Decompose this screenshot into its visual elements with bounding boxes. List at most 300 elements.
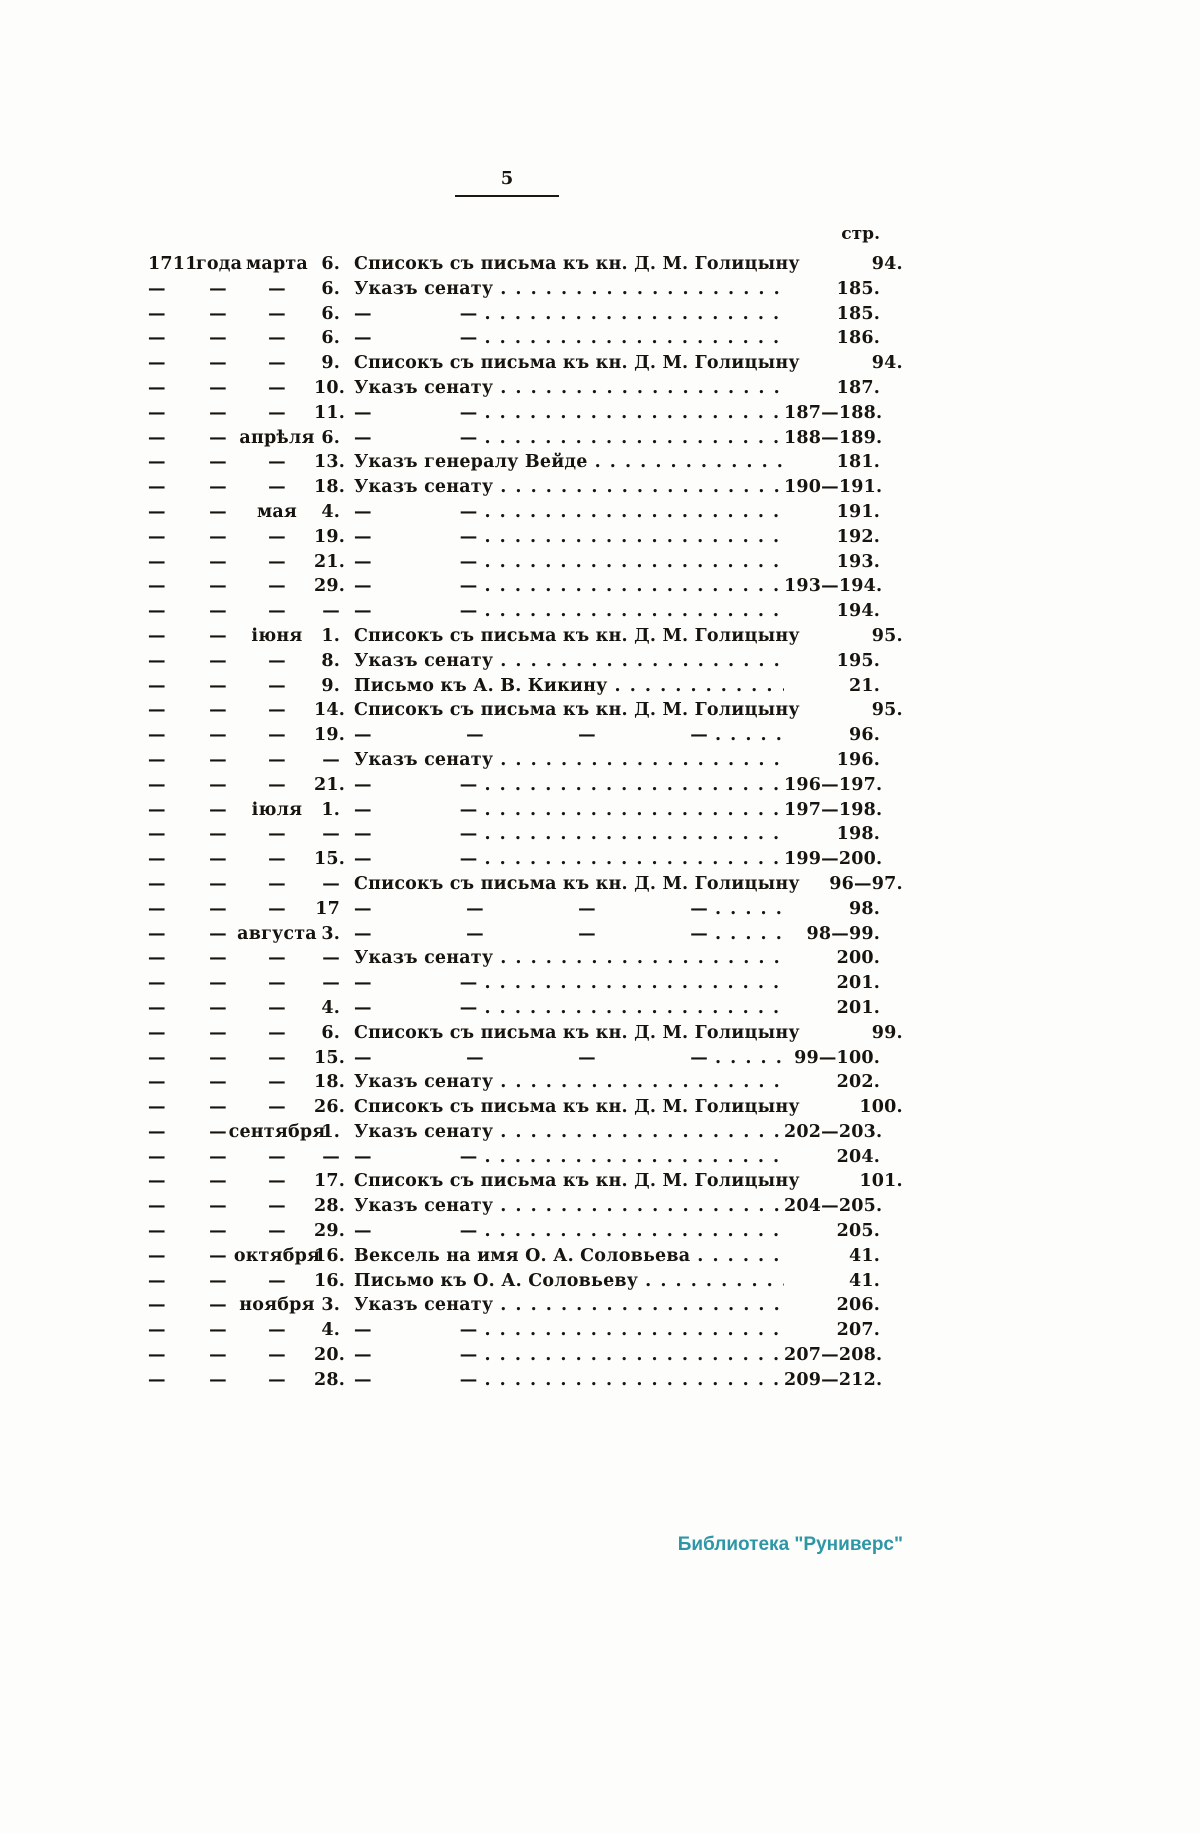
year-cell: — [148, 650, 166, 671]
goda-cell: — [209, 1270, 227, 1291]
page-ref: 101. [859, 1171, 903, 1192]
day-cell: 26. [314, 1097, 346, 1118]
goda-cell: — [209, 1295, 227, 1316]
toc-row [148, 698, 903, 723]
dot-leader [493, 649, 784, 674]
goda-cell: — [209, 725, 227, 746]
goda-cell: — [209, 353, 227, 374]
year-cell: — [148, 849, 166, 870]
dot-leader [800, 1095, 807, 1120]
day-cell: 1. [321, 625, 340, 646]
month-cell: — [268, 452, 286, 473]
year-cell: — [148, 873, 166, 894]
day-cell: 6. [321, 427, 340, 448]
page-ref: 192. [836, 526, 880, 547]
entry-title: Списокъ съ письма къ кн. Д. М. Голицыну [354, 1171, 800, 1192]
day-cell: 21. [314, 551, 346, 572]
year-cell: — [148, 1121, 166, 1142]
toc-row [148, 1169, 903, 1194]
month-cell: ноября [239, 1295, 315, 1316]
year-cell: — [148, 1047, 166, 1068]
dot-leader [493, 946, 784, 971]
goda-cell: — [209, 675, 227, 696]
month-cell: — [268, 377, 286, 398]
day-cell: — [322, 948, 340, 969]
year-cell: — [148, 700, 166, 721]
toc-row [148, 773, 883, 798]
goda-cell: — [209, 1196, 227, 1217]
goda-cell: — [209, 824, 227, 845]
day-cell: 6. [321, 303, 340, 324]
month-cell: — [268, 973, 286, 994]
goda-cell: — [209, 1072, 227, 1093]
dot-leader [690, 1244, 784, 1269]
toc-row [148, 376, 880, 401]
dot-leader [478, 1318, 785, 1343]
month-cell: — [268, 278, 286, 299]
year-cell: — [148, 1245, 166, 1266]
entry-title: Указъ сенату [354, 749, 494, 770]
goda-cell: — [209, 1221, 227, 1242]
day-cell: 16. [314, 1270, 346, 1291]
page-ref: 41. [848, 1270, 880, 1291]
day-cell: 11. [314, 402, 346, 423]
page-ref: 204. [836, 1146, 880, 1167]
toc-row [148, 1095, 903, 1120]
year-cell: — [148, 948, 166, 969]
entry-title: — — [354, 849, 478, 870]
dot-leader [478, 822, 785, 847]
goda-cell: — [209, 700, 227, 721]
page-ref: 96—97. [829, 873, 903, 894]
page-ref: 194. [836, 601, 880, 622]
goda-cell: — [209, 601, 227, 622]
month-cell: — [268, 1047, 286, 1068]
day-cell: 4. [321, 501, 340, 522]
page-ref: 186. [836, 328, 880, 349]
toc-row [148, 1343, 883, 1368]
day-cell: 18. [314, 477, 346, 498]
toc-row [148, 723, 880, 748]
dot-leader [800, 698, 807, 723]
page-ref: 95. [871, 625, 903, 646]
page-number: 5 [455, 168, 559, 197]
year-cell: — [148, 452, 166, 473]
toc-row [148, 1194, 883, 1219]
page-ref: 197—198. [784, 799, 883, 820]
toc-row [148, 798, 883, 823]
month-cell: сентября [228, 1121, 326, 1142]
day-cell: 20. [314, 1345, 346, 1366]
page-ref: 205. [836, 1221, 880, 1242]
goda-cell: — [209, 477, 227, 498]
day-cell: 8. [321, 650, 340, 671]
entry-title: — — — — [354, 725, 708, 746]
month-cell: — [268, 675, 286, 696]
day-cell: — [322, 601, 340, 622]
dot-leader [478, 525, 785, 550]
page-ref: 198. [836, 824, 880, 845]
str-column-header: стр. [841, 224, 880, 244]
goda-cell: — [209, 1022, 227, 1043]
month-cell: октября [233, 1245, 321, 1266]
page-ref: 202. [836, 1072, 880, 1093]
goda-cell: — [209, 1146, 227, 1167]
toc-row [148, 351, 903, 376]
day-cell: 16. [314, 1245, 346, 1266]
day-cell: 29. [314, 1221, 346, 1242]
year-cell: — [148, 551, 166, 572]
day-cell: 3. [321, 923, 340, 944]
day-cell: 17. [314, 1171, 346, 1192]
day-cell: 29. [314, 576, 346, 597]
entry-title: Списокъ съ письма къ кн. Д. М. Голицыну [354, 625, 800, 646]
page-ref: 209—212. [784, 1369, 883, 1390]
goda-cell: — [209, 402, 227, 423]
page-ref: 98. [848, 898, 880, 919]
month-cell: марта [246, 254, 308, 274]
entry-title: — — [354, 427, 478, 448]
entry-title: — — [354, 1369, 478, 1390]
page-ref: 95. [871, 700, 903, 721]
entry-title: Письмо къ О. А. Соловьеву [354, 1270, 639, 1291]
page-ref: 201. [836, 973, 880, 994]
entry-title: Вексель на имя О. А. Соловьева [354, 1245, 691, 1266]
dot-leader [493, 748, 784, 773]
toc-row [148, 1244, 880, 1269]
year-cell: — [148, 477, 166, 498]
day-cell: — [322, 1146, 340, 1167]
page-ref: 185. [836, 278, 880, 299]
toc-row [148, 946, 880, 971]
day-cell: 15. [314, 849, 346, 870]
entry-title: Указъ сенату [354, 948, 494, 969]
entry-title: Указъ сенату [354, 377, 494, 398]
day-cell: 6. [321, 254, 340, 274]
dot-leader [708, 897, 784, 922]
year-cell: — [148, 402, 166, 423]
year-cell: — [148, 1196, 166, 1217]
year-cell: — [148, 1369, 166, 1390]
day-cell: 6. [321, 1022, 340, 1043]
month-cell: — [268, 824, 286, 845]
day-cell: 18. [314, 1072, 346, 1093]
year-cell: — [148, 725, 166, 746]
page-ref: 100. [859, 1097, 903, 1118]
month-cell: — [268, 849, 286, 870]
page-ref: 191. [836, 501, 880, 522]
page-ref: 94. [871, 254, 903, 274]
page-ref: 200. [836, 948, 880, 969]
toc-row [148, 401, 883, 426]
goda-cell: — [209, 1097, 227, 1118]
month-cell: — [268, 1270, 286, 1291]
goda-cell: — [209, 1047, 227, 1068]
page-ref: 99. [871, 1022, 903, 1043]
month-cell: — [268, 1320, 286, 1341]
day-cell: 4. [321, 997, 340, 1018]
toc-row [148, 550, 880, 575]
year-cell: — [148, 1270, 166, 1291]
runiverse-watermark: Библиотека "Руниверс" [677, 1534, 903, 1555]
month-cell: — [268, 1221, 286, 1242]
dot-leader [478, 847, 785, 872]
toc-row [148, 748, 880, 773]
entry-title: — — [354, 551, 478, 572]
toc-row [148, 277, 880, 302]
entry-title: — — [354, 774, 478, 795]
year-cell: — [148, 923, 166, 944]
day-cell: 13. [314, 452, 346, 473]
year-cell: — [148, 625, 166, 646]
dot-leader [478, 798, 785, 823]
goda-cell: — [209, 774, 227, 795]
dot-leader [493, 1194, 784, 1219]
month-cell: — [268, 898, 286, 919]
entry-title: Указъ сенату [354, 1072, 494, 1093]
entry-title: Списокъ съ письма къ кн. Д. М. Голицыну [354, 873, 800, 894]
toc-row [148, 674, 880, 699]
dot-leader [708, 1046, 784, 1071]
entry-title: — — [354, 501, 478, 522]
year-cell: — [148, 576, 166, 597]
toc-row [148, 525, 880, 550]
goda-cell: — [209, 452, 227, 473]
entry-title: — — [354, 824, 478, 845]
page-ref: 206. [836, 1295, 880, 1316]
entry-title: Списокъ съ письма къ кн. Д. М. Голицыну [354, 254, 800, 274]
goda-cell: — [209, 973, 227, 994]
day-cell: 14. [314, 700, 346, 721]
entry-title: — — [354, 402, 478, 423]
entry-title: Списокъ съ письма къ кн. Д. М. Голицыну [354, 1022, 800, 1043]
entry-title: — — [354, 303, 478, 324]
goda-cell: — [209, 1320, 227, 1341]
month-cell: іюля [251, 799, 303, 820]
toc-row [148, 450, 880, 475]
entry-title: Списокъ съ письма къ кн. Д. М. Голицыну [354, 700, 800, 721]
dot-leader [478, 996, 785, 1021]
month-cell: — [268, 328, 286, 349]
entry-title: Указъ сенату [354, 650, 494, 671]
dot-leader [493, 1293, 784, 1318]
goda-cell: — [209, 377, 227, 398]
year-cell: — [148, 526, 166, 547]
entry-title: Письмо къ А. В. Кикину [354, 675, 608, 696]
toc-row [148, 1269, 880, 1294]
entry-title: — — [354, 328, 478, 349]
goda-cell: — [209, 749, 227, 770]
dot-leader [493, 277, 784, 302]
day-cell: 19. [314, 526, 346, 547]
toc-row [148, 500, 880, 525]
year-cell: — [148, 353, 166, 374]
toc-table [148, 252, 903, 1393]
month-cell: мая [256, 501, 298, 522]
month-cell: — [268, 477, 286, 498]
entry-title: — — [354, 799, 478, 820]
entry-title: — — [354, 973, 478, 994]
month-cell: — [268, 873, 286, 894]
year-cell: — [148, 377, 166, 398]
year-cell: — [148, 973, 166, 994]
dot-leader [493, 1070, 784, 1095]
month-cell: — [268, 526, 286, 547]
year-cell: — [148, 824, 166, 845]
day-cell: 17 [315, 898, 340, 919]
year-cell: — [148, 1171, 166, 1192]
dot-leader [638, 1269, 784, 1294]
dot-leader [478, 426, 785, 451]
goda-cell: — [209, 923, 227, 944]
page-ref: 202—203. [784, 1121, 883, 1142]
goda-cell: — [209, 948, 227, 969]
month-cell: — [268, 997, 286, 1018]
month-cell: — [268, 1097, 286, 1118]
day-cell: 28. [314, 1369, 346, 1390]
day-cell: — [322, 824, 340, 845]
year-cell: — [148, 501, 166, 522]
entry-title: — — [354, 576, 478, 597]
entry-title: — — [354, 997, 478, 1018]
page-ref: 99—100. [794, 1047, 880, 1068]
month-cell: — [268, 551, 286, 572]
toc-row [148, 1021, 903, 1046]
goda-cell: — [209, 849, 227, 870]
entry-title: — — [354, 1320, 478, 1341]
day-cell: 3. [321, 1295, 340, 1316]
page-ref: 41. [848, 1245, 880, 1266]
goda-cell: — [209, 1245, 227, 1266]
month-cell: іюня [251, 625, 303, 646]
year-cell: — [148, 1295, 166, 1316]
month-cell: — [268, 601, 286, 622]
day-cell: 9. [321, 353, 340, 374]
entry-title: Указъ сенату [354, 1295, 494, 1316]
goda-cell: — [209, 278, 227, 299]
month-cell: — [268, 948, 286, 969]
page-ref: 187. [836, 377, 880, 398]
toc-row [148, 1219, 880, 1244]
toc-row [148, 252, 903, 277]
dot-leader [478, 1368, 785, 1393]
dot-leader [800, 624, 807, 649]
toc-row [148, 1145, 880, 1170]
goda-cell: — [209, 501, 227, 522]
month-cell: — [268, 1171, 286, 1192]
toc-row [148, 426, 883, 451]
dot-leader [493, 1120, 784, 1145]
year-cell: — [148, 1345, 166, 1366]
dot-leader [478, 574, 785, 599]
toc-row [148, 326, 880, 351]
dot-leader [478, 1219, 785, 1244]
day-cell: 6. [321, 328, 340, 349]
goda-cell: года [196, 254, 243, 274]
entry-title: — — [354, 1345, 478, 1366]
toc-row [148, 897, 880, 922]
page-ref: 207. [836, 1320, 880, 1341]
entry-title: — — [354, 1221, 478, 1242]
day-cell: 15. [314, 1047, 346, 1068]
day-cell: 19. [314, 725, 346, 746]
month-cell: — [268, 1196, 286, 1217]
page-ref: 21. [848, 675, 880, 696]
dot-leader [478, 1145, 785, 1170]
dot-leader [478, 500, 785, 525]
entry-title: — — [354, 1146, 478, 1167]
goda-cell: — [209, 650, 227, 671]
page-ref: 201. [836, 997, 880, 1018]
day-cell: 4. [321, 1320, 340, 1341]
dot-leader [478, 302, 785, 327]
goda-cell: — [209, 873, 227, 894]
year-cell: — [148, 1022, 166, 1043]
dot-leader [800, 351, 807, 376]
entry-title: — — — — [354, 1047, 708, 1068]
goda-cell: — [209, 1171, 227, 1192]
toc-row [148, 922, 880, 947]
entry-title: Списокъ съ письма къ кн. Д. М. Голицыну [354, 353, 800, 374]
dot-leader [478, 1343, 785, 1368]
day-cell: 9. [321, 675, 340, 696]
goda-cell: — [209, 303, 227, 324]
page-ref: 188—189. [784, 427, 883, 448]
toc-row [148, 649, 880, 674]
dot-leader [800, 1169, 807, 1194]
goda-cell: — [209, 898, 227, 919]
entry-title: — — — — [354, 898, 708, 919]
dot-leader [708, 922, 784, 947]
year-cell: — [148, 601, 166, 622]
goda-cell: — [209, 799, 227, 820]
day-cell: 21. [314, 774, 346, 795]
month-cell: — [268, 749, 286, 770]
month-cell: — [268, 1072, 286, 1093]
page-ref: 98—99. [806, 923, 880, 944]
page-ref: 181. [836, 452, 880, 473]
page-ref: 193. [836, 551, 880, 572]
entry-title: Списокъ съ письма къ кн. Д. М. Голицыну [354, 1097, 800, 1118]
page-ref: 96. [848, 725, 880, 746]
year-cell: — [148, 675, 166, 696]
page-ref: 193—194. [784, 576, 883, 597]
dot-leader [800, 872, 807, 897]
entry-title: — — [354, 526, 478, 547]
day-cell: — [322, 749, 340, 770]
entry-title: Указъ генералу Вейде [354, 452, 588, 473]
toc-row [148, 822, 880, 847]
goda-cell: — [209, 1121, 227, 1142]
toc-row [148, 1318, 880, 1343]
goda-cell: — [209, 526, 227, 547]
year-cell: — [148, 774, 166, 795]
page-ref: 196—197. [784, 774, 883, 795]
entry-title: Указъ сенату [354, 1196, 494, 1217]
year-cell: — [148, 997, 166, 1018]
toc-row [148, 574, 883, 599]
toc-row [148, 1120, 883, 1145]
month-cell: — [268, 774, 286, 795]
page-ref: 185. [836, 303, 880, 324]
day-cell: — [322, 873, 340, 894]
day-cell: 1. [321, 799, 340, 820]
entry-title: Указъ сенату [354, 1121, 494, 1142]
year-cell: — [148, 1320, 166, 1341]
toc-row [148, 1046, 880, 1071]
year-cell: — [148, 328, 166, 349]
month-cell: — [268, 1345, 286, 1366]
